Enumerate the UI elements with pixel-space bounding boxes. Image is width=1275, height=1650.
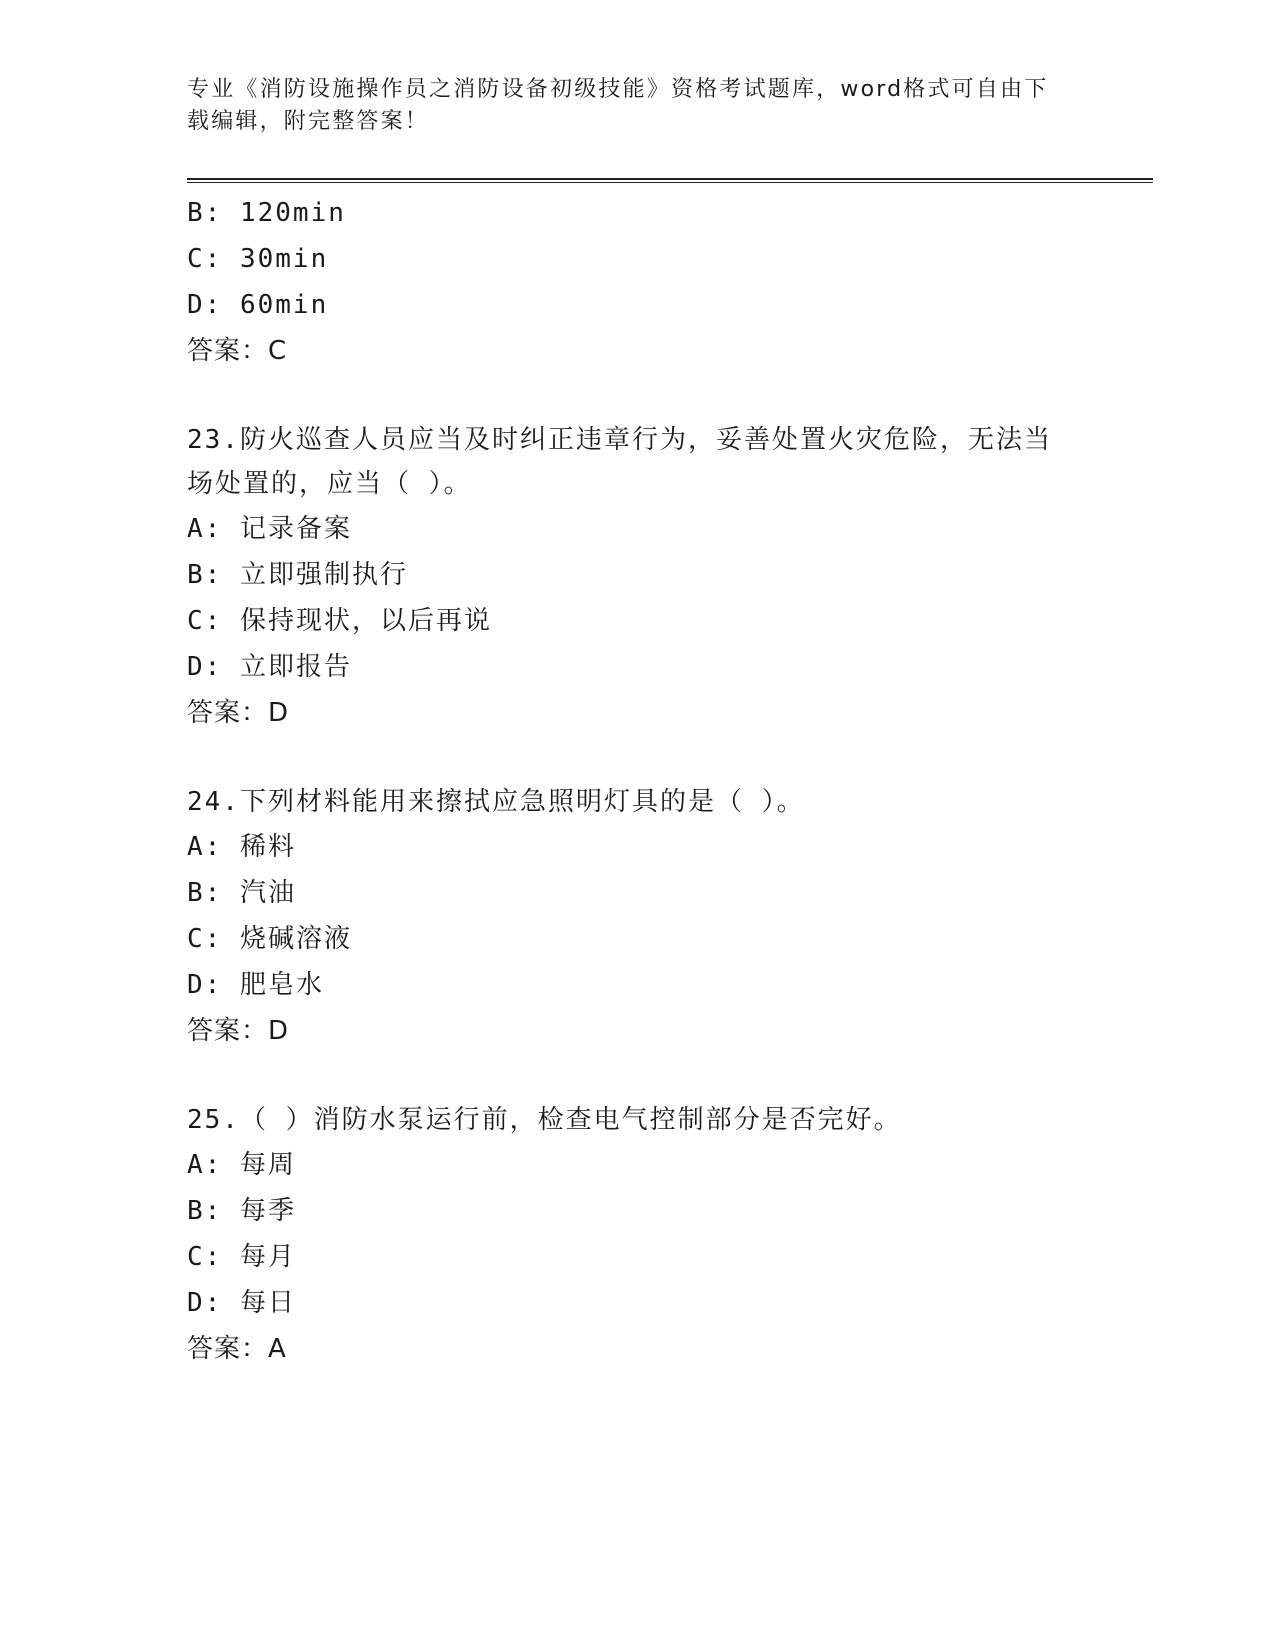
option-b: B: 120min [187,198,346,228]
option-d: D: 立即报告 [187,652,352,682]
question-24 [187,780,1087,1054]
answer-label: 答案：C [187,336,288,366]
option-c: C: 30min [187,244,329,274]
option-d: D: 肥皂水 [187,970,324,1000]
option-b: B: 立即强制执行 [187,560,408,590]
header-line-2: 载编辑，附完整答案！ [187,109,430,134]
answer-label: 答案：A [187,1334,287,1364]
option-a: A: 稀料 [187,832,296,862]
header-divider-thin [187,182,1153,183]
answer-label: 答案：D [187,1016,290,1046]
question-stem-line: 23.防火巡查人员应当及时纠正违章行为，妥善处置火灾危险，无法当 [187,425,1052,455]
option-a: A: 记录备案 [187,514,352,544]
header-line-1: 专业《消防设施操作员之消防设备初级技能》资格考试题库，word格式可自由下 [187,77,1049,102]
header-divider-thick [187,178,1153,180]
option-c: C: 烧碱溶液 [187,924,352,954]
option-b: B: 汽油 [187,878,296,908]
question-list [187,190,1087,1372]
question-stem-line: 24.下列材料能用来擦拭应急照明灯具的是（ ）。 [187,787,805,817]
option-d: D: 60min [187,290,329,320]
document-header [187,74,1067,138]
question-25 [187,1098,1087,1372]
prev-question [187,190,1087,374]
question-stem-line: 场处置的，应当（ ）。 [187,469,472,499]
option-d: D: 每日 [187,1288,296,1318]
option-c: C: 每月 [187,1242,296,1272]
answer-label: 答案：D [187,698,290,728]
option-b: B: 每季 [187,1196,296,1226]
question-23 [187,418,1087,736]
option-c: C: 保持现状，以后再说 [187,606,492,636]
option-a: A: 每周 [187,1150,296,1180]
question-stem-line: 25.（ ）消防水泵运行前，检查电气控制部分是否完好。 [187,1105,902,1135]
